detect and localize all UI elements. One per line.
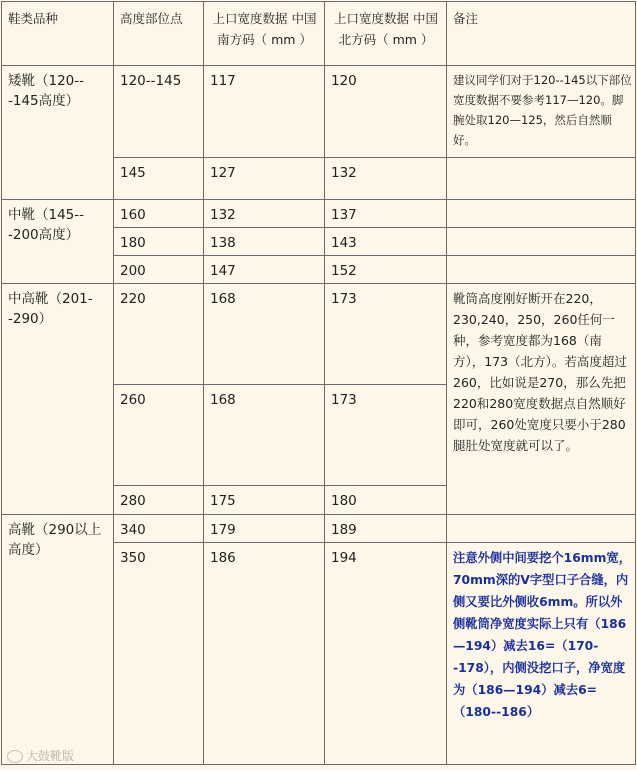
cell-south: 175 (204, 486, 325, 515)
cell-height: 120--145 (114, 66, 204, 158)
cell-south: 132 (204, 200, 325, 228)
header-row (2, 2, 636, 66)
watermark (7, 747, 74, 764)
cell-note (447, 515, 636, 543)
cell-south: 168 (204, 284, 325, 385)
cell-north: 173 (325, 284, 447, 385)
cell-height: 145 (114, 158, 204, 200)
cell-note (447, 158, 636, 200)
group-high-boot: 高靴（290以上高度） (2, 515, 114, 765)
group-ankle-boot: 矮靴（120---145高度） (2, 66, 114, 200)
table-row (2, 200, 636, 228)
cell-note-highlight: 注意外侧中间要挖个16mm宽，70mm深的V字型口子合缝，内侧又要比外侧收6mm。所以外侧靴筒净宽度实际上只有（186—194）减去16=（170--178），内侧没挖口子，净宽度为（186—194）减去6=（180--186） (447, 543, 636, 765)
cell-south: 186 (204, 543, 325, 765)
cell-height: 160 (114, 200, 204, 228)
cell-south: 127 (204, 158, 325, 200)
cell-north: 143 (325, 228, 447, 256)
table-row (2, 66, 636, 158)
header-south-width: 上口宽度数据 中国南方码（ mm ） (204, 2, 325, 66)
cell-south: 179 (204, 515, 325, 543)
cell-north: 132 (325, 158, 447, 200)
group-mid-high-boot: 中高靴（201--290） (2, 284, 114, 515)
cell-note-mid-high: 靴筒高度刚好断开在220，230,240，250，260任何一种，参考宽度都为168（南方），173（北方）。若高度超过260，比如说是270，那么先把220和280宽度数据点自然顺好即可，260处宽度只要小于280腿肚处宽度就可以了。 (447, 284, 636, 515)
cell-south: 117 (204, 66, 325, 158)
cell-north: 189 (325, 515, 447, 543)
cell-height: 280 (114, 486, 204, 515)
cell-north: 194 (325, 543, 447, 765)
watermark-text: 大鼓靴版 (26, 749, 75, 763)
cell-note: 建议同学们对于120--145以下部位宽度数据不要参考117—120。脚腕处取120—125，然后自然顺好。 (447, 66, 636, 158)
cell-north: 120 (325, 66, 447, 158)
cell-note (447, 228, 636, 256)
header-notes: 备注 (447, 2, 636, 66)
table-row (2, 284, 636, 385)
cell-south: 147 (204, 256, 325, 284)
boot-width-table (1, 1, 636, 765)
cell-height: 260 (114, 385, 204, 486)
cell-height: 200 (114, 256, 204, 284)
cell-south: 138 (204, 228, 325, 256)
cell-south: 168 (204, 385, 325, 486)
header-shoe-type: 鞋类品种 (2, 2, 114, 66)
cell-note (447, 256, 636, 284)
cell-north: 137 (325, 200, 447, 228)
cell-note (447, 200, 636, 228)
group-mid-boot: 中靴（145---200高度） (2, 200, 114, 284)
cell-height: 180 (114, 228, 204, 256)
header-north-width: 上口宽度数据 中国北方码（ mm ） (325, 2, 447, 66)
cell-north: 180 (325, 486, 447, 515)
cell-height: 220 (114, 284, 204, 385)
watermark-logo-icon (7, 750, 23, 763)
cell-north: 152 (325, 256, 447, 284)
cell-height: 350 (114, 543, 204, 765)
header-height-point: 高度部位点 (114, 2, 204, 66)
cell-north: 173 (325, 385, 447, 486)
table-row (2, 515, 636, 543)
cell-height: 340 (114, 515, 204, 543)
